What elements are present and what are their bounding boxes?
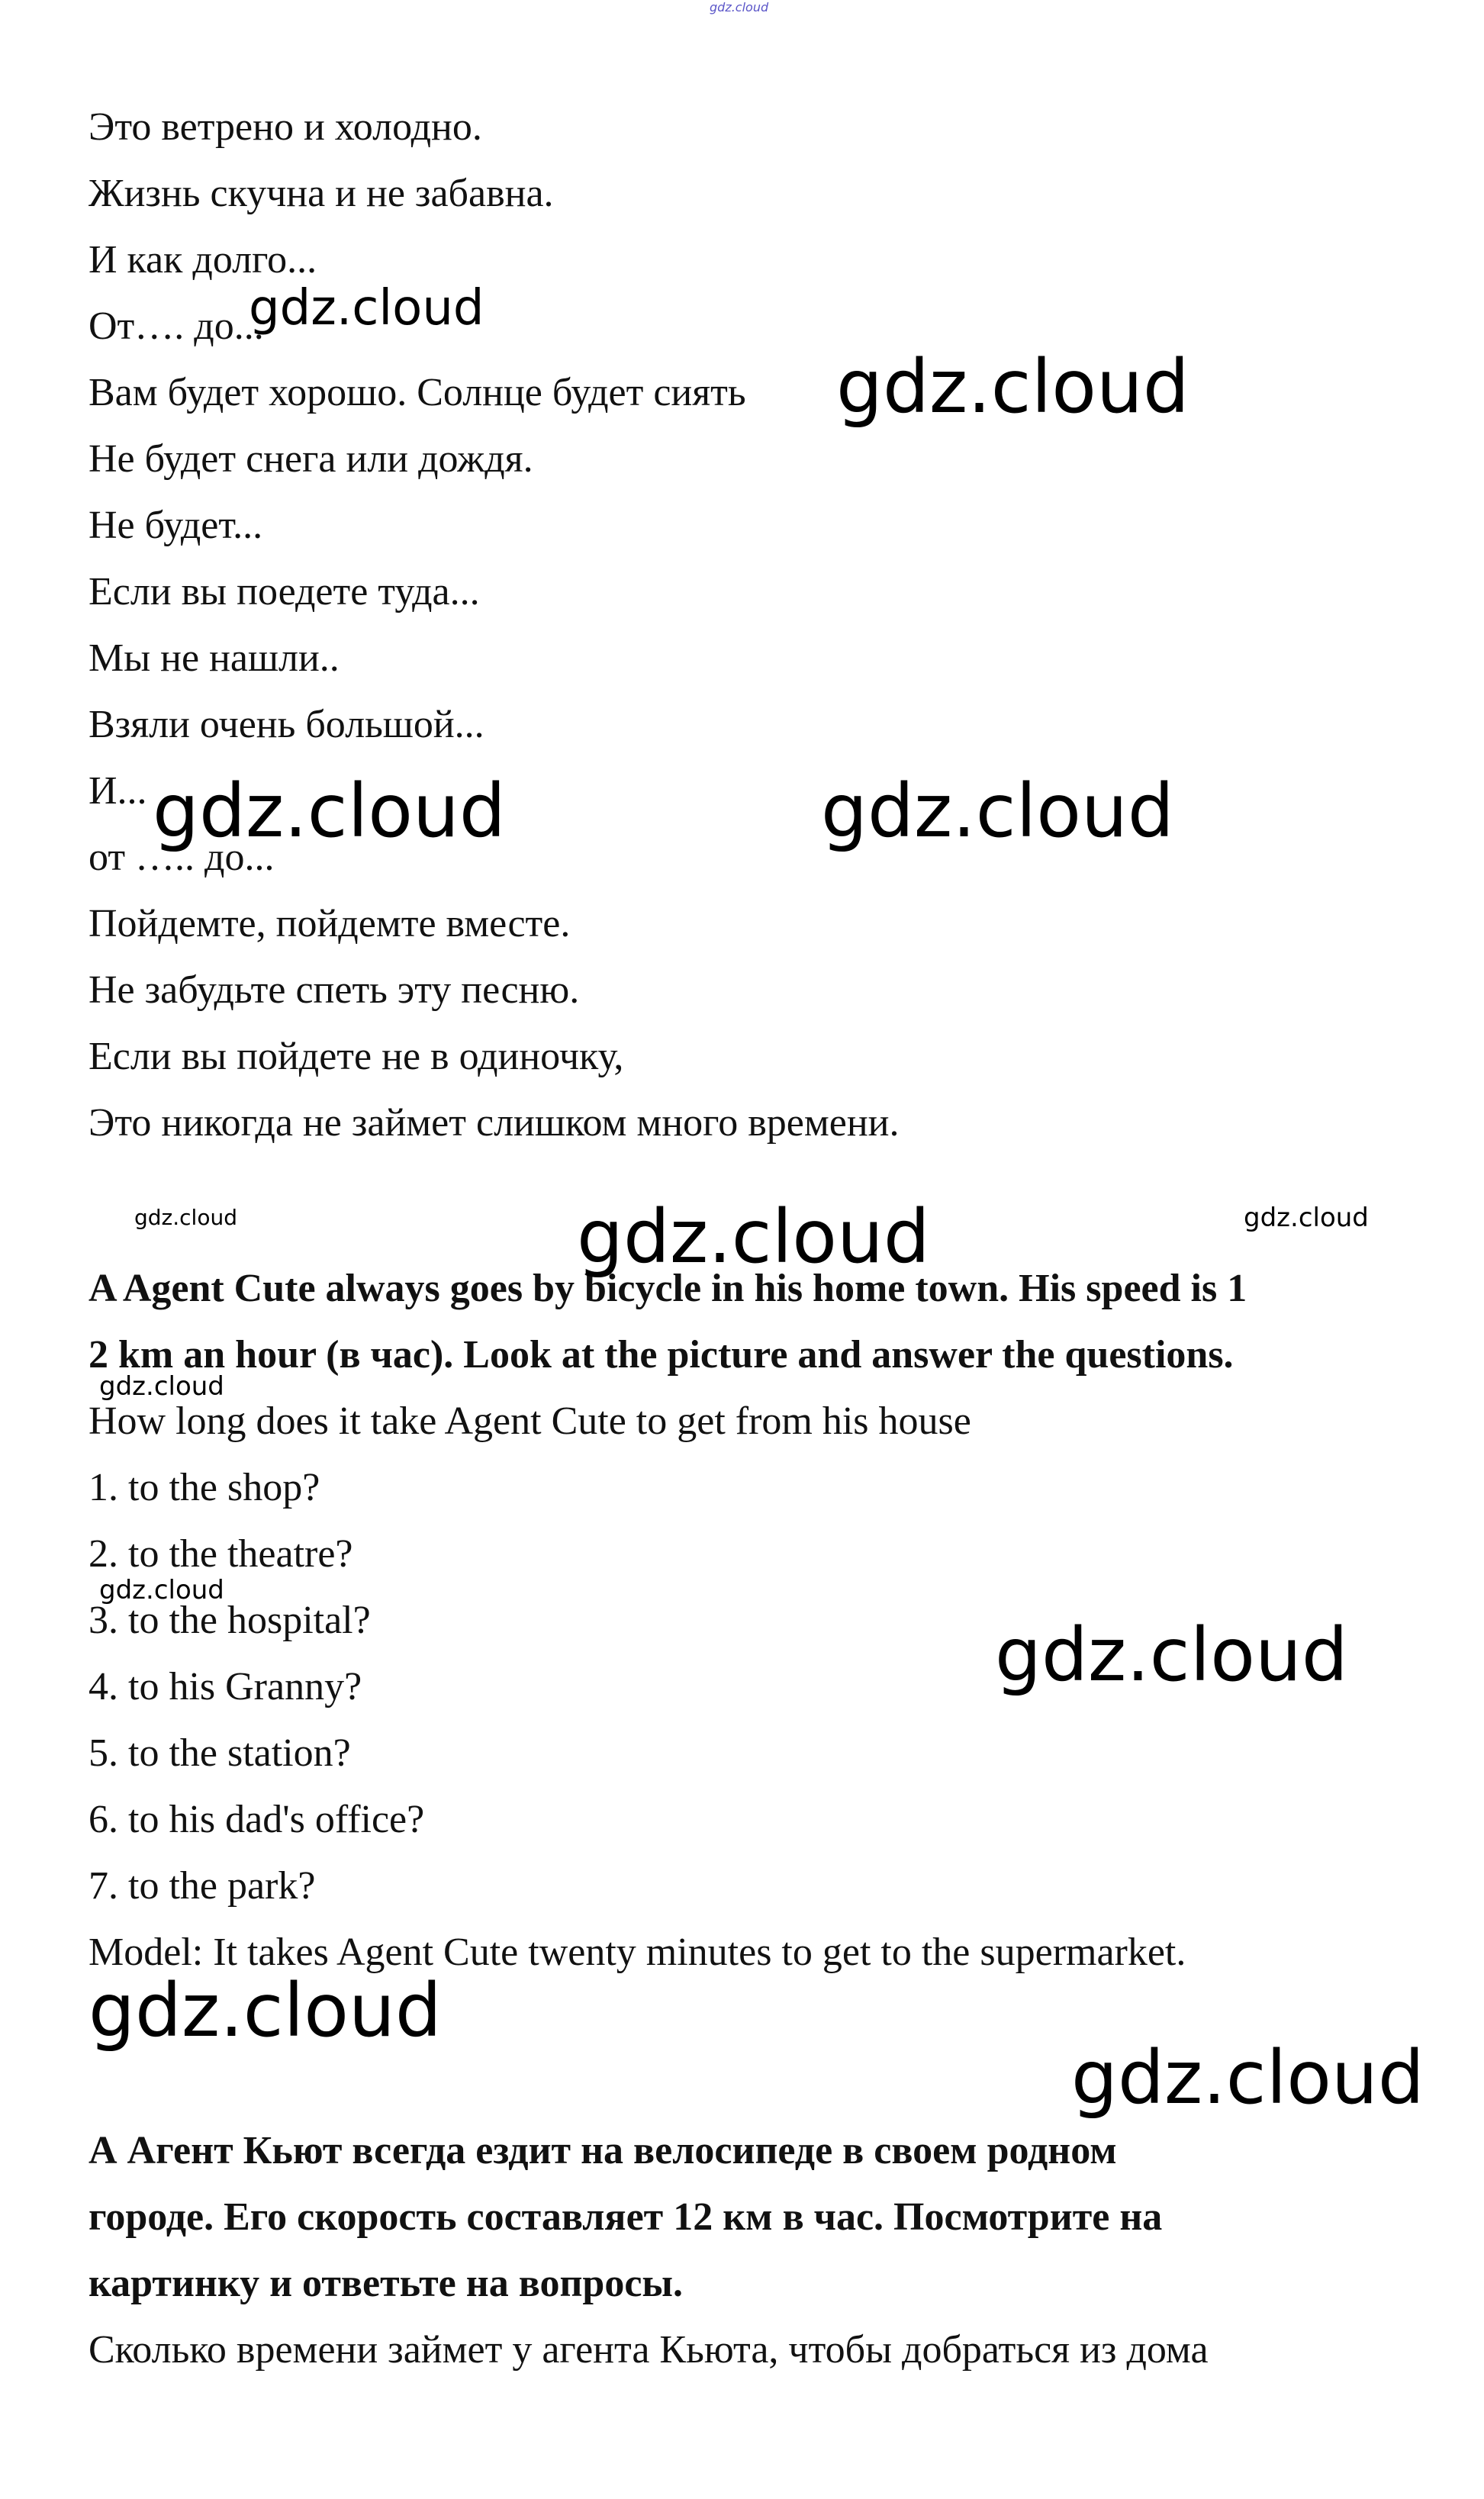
list-item: 1. to the shop?	[89, 1466, 320, 1509]
task-heading-line: 2 km an hour (в час). Look at the picture and answer the questions.	[89, 1333, 1234, 1377]
watermark: gdz.cloud	[1071, 2035, 1424, 2121]
watermark: gdz.cloud	[89, 1968, 442, 2053]
poem-line: Вам будет хорошо. Солнце будет сиять	[89, 371, 746, 414]
watermark: gdz.cloud	[99, 1575, 224, 1605]
poem-line: Мы не нашли..	[89, 636, 340, 680]
poem-line: Взяли очень большой...	[89, 703, 484, 746]
poem-line: Если вы поедете туда...	[89, 570, 480, 613]
list-item: 7. to the park?	[89, 1864, 316, 1908]
watermark-top: gdz.cloud	[710, 0, 769, 14]
watermark: gdz.cloud	[995, 1612, 1348, 1698]
task-heading-line: A Agent Cute always goes by bicycle in his home town. His speed is 1	[89, 1267, 1247, 1310]
poem-line: Если вы пойдете не в одиночку,	[89, 1035, 624, 1078]
watermark: gdz.cloud	[836, 344, 1189, 430]
poem-line: И как долго...	[89, 238, 317, 282]
poem-line: Не будет...	[89, 504, 263, 547]
watermark: gdz.cloud	[1244, 1203, 1369, 1233]
poem-line: Жизнь скучна и не забавна.	[89, 172, 554, 215]
list-item: 2. to the theatre?	[89, 1532, 353, 1576]
watermark: gdz.cloud	[134, 1205, 237, 1230]
poem-line: Пойдемте, пойдемте вместе.	[89, 902, 571, 945]
watermark: gdz.cloud	[577, 1194, 930, 1280]
task-heading-line: городе. Его скорость составляет 12 км в час. Посмотрите на	[89, 2195, 1163, 2239]
task-heading-line: А Агент Кьют всегда ездит на велосипеде в своем родном	[89, 2129, 1117, 2172]
list-item: 6. to his dad's office?	[89, 1798, 425, 1841]
list-item: 3. to the hospital?	[89, 1599, 371, 1642]
watermark: gdz.cloud	[821, 768, 1174, 854]
poem-line: Не забудьте спеть эту песню.	[89, 968, 580, 1012]
watermark: gdz.cloud	[249, 280, 484, 337]
list-item: 4. to his Granny?	[89, 1665, 362, 1708]
poem-line: Это ветрено и холодно.	[89, 105, 482, 149]
poem-line: Не будет снега или дождя.	[89, 437, 533, 481]
task-model: Model: It takes Agent Cute twenty minutes to get to the supermarket.	[89, 1931, 1186, 1974]
watermark: gdz.cloud	[153, 768, 506, 854]
task-heading-line: картинку и ответьте на вопросы.	[89, 2262, 684, 2305]
poem-line: От…. до...	[89, 304, 264, 348]
task-question: Сколько времени займет у агента Кьюта, чтобы добраться из дома	[89, 2328, 1209, 2372]
list-item: 5. to the station?	[89, 1731, 351, 1775]
watermark: gdz.cloud	[99, 1371, 224, 1402]
poem-line: от ….. до...	[89, 836, 275, 879]
poem-line: Это никогда не займет слишком много времени.	[89, 1101, 900, 1145]
task-question: How long does it take Agent Cute to get from his house	[89, 1399, 971, 1443]
poem-line: И...	[89, 769, 147, 813]
